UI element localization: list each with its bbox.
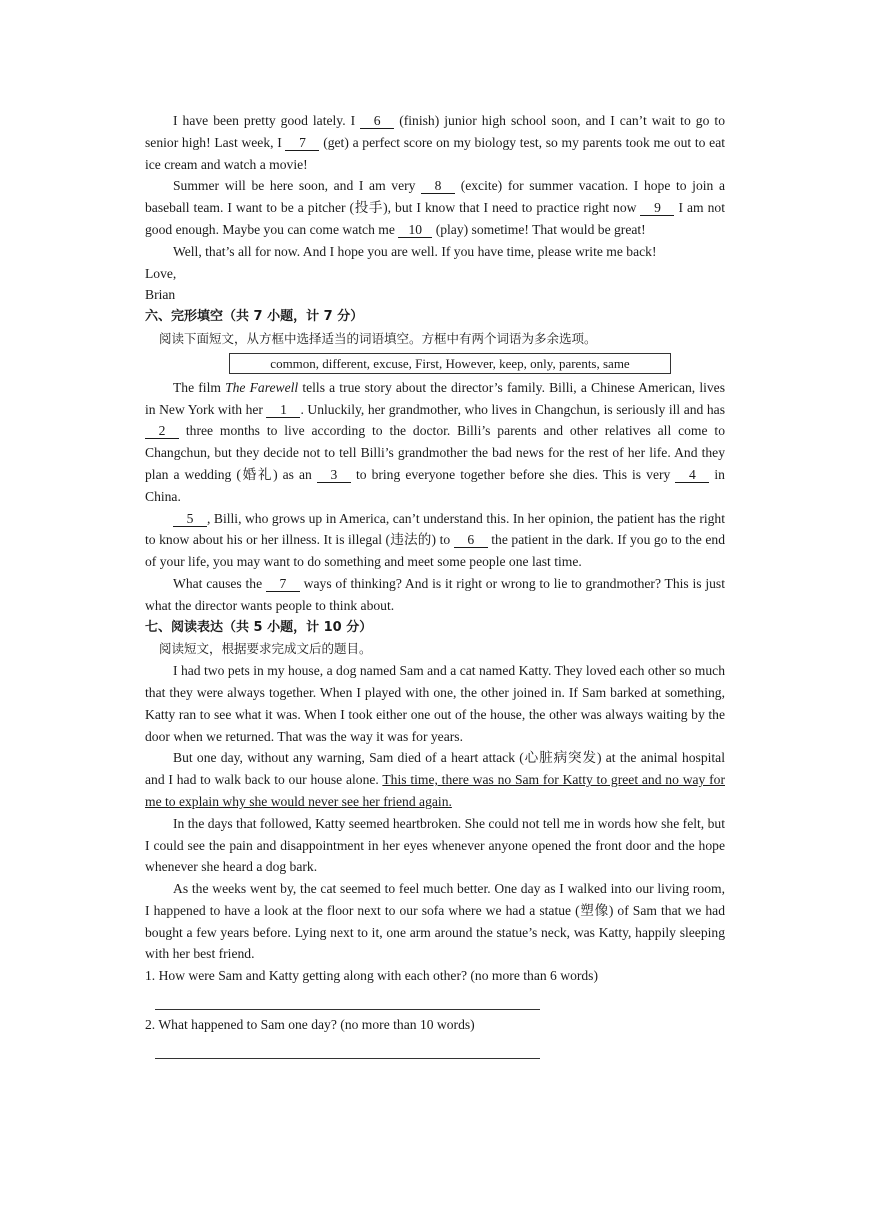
text: (play) sometime! That would be great! bbox=[432, 221, 646, 237]
text: But one day, without any warning, Sam died of a heart attack (心脏病突发) at the animal hospital and I had to walk back to our house alone. bbox=[145, 750, 725, 788]
blank-7[interactable]: 7 bbox=[285, 135, 319, 151]
text: Summer will be here soon, and I am very bbox=[173, 178, 422, 194]
text: to bring everyone together before she dies. This is very bbox=[350, 466, 676, 482]
section-7-heading: 七、阅读表达（共 5 小题，计 10 分） bbox=[145, 619, 373, 635]
letter-paragraph-1 bbox=[145, 110, 725, 175]
text: the patient in the dark. If you go to the end of your life, you may want to do something and meet some people one last time. bbox=[145, 532, 726, 570]
cloze-paragraph-2 bbox=[145, 508, 725, 573]
letter-signature: Brian bbox=[145, 287, 176, 303]
section-7-instruction: 阅读短文，根据要求完成文后的题目。 bbox=[159, 641, 372, 657]
question-2: 2. What happened to Sam one day? (no more than 10 words) bbox=[145, 1017, 475, 1033]
answer-line-1[interactable] bbox=[155, 987, 540, 1010]
text: , Billi, who grows up in America, can’t understand this. In her opinion, the patient has the right to know about his or her illness. It is illegal (违法的) to bbox=[145, 510, 725, 548]
blank-10[interactable]: 10 bbox=[398, 222, 432, 238]
section-6-heading: 六、完形填空（共 7 小题，计 7 分） bbox=[145, 309, 364, 325]
reading-paragraph-4: As the weeks went by, the cat seemed to feel much better. One day as I walked into our living room, I happened to have a look at the floor next to our sofa where we had a statue (塑像) of Sam that we had bought a few years before. Lying next to it, one arm around the statue’s neck, was Katty, happily sleeping with her best friend. bbox=[145, 881, 725, 962]
blank-4[interactable]: 4 bbox=[675, 467, 709, 483]
text: What causes the bbox=[173, 575, 266, 591]
film-title: The Farewell bbox=[225, 379, 299, 395]
text: The film bbox=[173, 379, 226, 395]
reading-paragraph-3: In the days that followed, Katty seemed heartbroken. She could not tell me in words how she felt, but I could see the pain and disappointment in her eyes whenever anyone opened the front door and the hope whenever she heard a dog bark. bbox=[145, 815, 725, 875]
underlined-sentence: This time, there was no Sam for Katty to greet and no way for me to explain why she would never see her friend again. bbox=[145, 772, 725, 809]
reading-paragraph-2 bbox=[145, 747, 725, 812]
text: tells a true story about the director’s family. Billi, a Chinese American, lives in New York with her bbox=[145, 379, 725, 417]
blank-9[interactable]: 9 bbox=[640, 200, 674, 216]
text: (get) a perfect score on my biology test, so my parents took me out to eat ice cream and watch a movie! bbox=[145, 134, 726, 172]
text: ways of thinking? And is it right or wrong to lie to grandmother? This is just what the director wants people to think about. bbox=[145, 575, 725, 613]
reading-paragraph-1: I had two pets in my house, a dog named Sam and a cat named Katty. They loved each other so much that they were always together. When I played with one, the other joined in. If Sam barked at something, Katty ran to see what it was. When I took either one out of the house, the other was always waiting by the door when we returned. That was the way it was for years. bbox=[145, 663, 725, 744]
text: . Unluckily, her grandmother, who lives in Changchun, is seriously ill and has bbox=[300, 401, 725, 417]
blank-2[interactable]: 2 bbox=[145, 423, 179, 439]
text: I have been pretty good lately. I bbox=[173, 113, 361, 128]
blank-8[interactable]: 8 bbox=[421, 178, 455, 194]
blank-5[interactable]: 5 bbox=[173, 511, 207, 527]
letter-paragraph-2 bbox=[145, 175, 725, 240]
text: three months to live according to the doctor. Billi’s parents and other relatives all come to Changchun, but they decide not to tell Billi’s grandmother the bad news for the rest of her life. And they plan a wedding (婚礼) as an bbox=[145, 423, 725, 482]
blank-6[interactable]: 6 bbox=[360, 113, 394, 129]
cloze-paragraph-3 bbox=[145, 573, 725, 617]
letter-paragraph-3: Well, that’s all for now. And I hope you are well. If you have time, please write me back! bbox=[173, 243, 657, 259]
blank-6b[interactable]: 6 bbox=[454, 532, 488, 548]
section-6-instruction: 阅读下面短文，从方框中选择适当的词语填空。方框中有两个词语为多余选项。 bbox=[159, 330, 597, 346]
word-box: common, different, excuse, First, However, keep, only, parents, same bbox=[229, 353, 671, 374]
letter-closing: Love, bbox=[145, 265, 177, 281]
answer-line-2[interactable] bbox=[155, 1036, 540, 1059]
text: (finish) junior high school soon, and I can’t wait to go to senior high! Last week, I bbox=[145, 113, 725, 150]
text: (excite) for summer vacation. I hope to join a baseball team. I want to be a pitcher (投手), but I know that I need to practice right now bbox=[145, 178, 725, 216]
blank-7b[interactable]: 7 bbox=[266, 576, 300, 592]
blank-3[interactable]: 3 bbox=[317, 467, 351, 483]
page-content bbox=[145, 110, 725, 1063]
question-1: 1. How were Sam and Katty getting along with each other? (no more than 6 words) bbox=[145, 968, 599, 984]
cloze-paragraph-1 bbox=[145, 377, 725, 508]
blank-1[interactable]: 1 bbox=[266, 402, 300, 418]
text: I am not good enough. Maybe you can come watch me bbox=[145, 200, 725, 237]
text: in China. bbox=[145, 466, 725, 504]
